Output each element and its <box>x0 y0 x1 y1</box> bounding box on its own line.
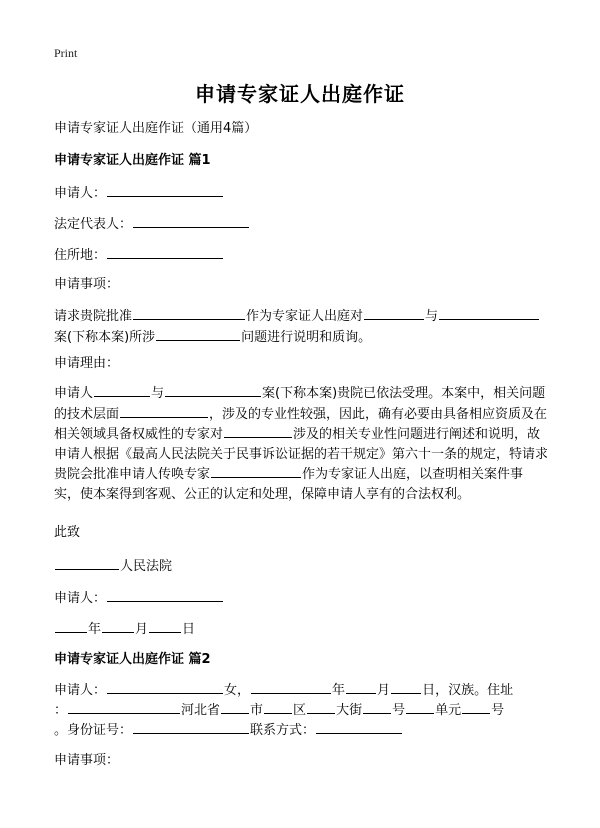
s2-district-label: 区 <box>293 703 307 718</box>
month-blank <box>102 619 134 633</box>
expert-name-blank <box>211 464 301 478</box>
address-label: 住所地： <box>54 248 107 263</box>
reason-label: 申请理由： <box>54 356 120 371</box>
s2-number-blank <box>363 700 391 714</box>
date-row <box>54 619 195 639</box>
s2-matters-label: 申请事项： <box>54 753 120 768</box>
s2-id-blank <box>133 720 249 734</box>
party-b-blank <box>439 306 539 320</box>
applicant-label: 申请人： <box>54 186 107 201</box>
print-label[interactable]: Print <box>54 46 78 60</box>
court-row <box>54 556 172 576</box>
s2-room-label: 号 <box>491 703 505 718</box>
s2-contact-label: 联系方式： <box>250 723 316 738</box>
address-blank <box>107 245 223 259</box>
month-label: 月 <box>135 622 149 637</box>
s2-addr-blank <box>68 700 180 714</box>
year-label: 年 <box>88 622 102 637</box>
s2-unit-blank <box>406 700 434 714</box>
technical-blank <box>120 404 208 418</box>
s2-id-label: 。身份证号： <box>54 723 133 738</box>
request-paragraph <box>54 306 548 347</box>
s2-colon: ： <box>54 703 68 718</box>
year-blank <box>55 619 87 633</box>
reason-text-5: 涉及的相关专业性问题进行阐述和说明，故申请人根据《最高人民法院关于民事诉讼证据的若干规定》第六十一条的规定，特请求贵院会批准申请人传唤专家 <box>54 427 549 482</box>
reason-text-2: 与 <box>151 386 165 401</box>
court-blank <box>55 556 119 570</box>
applicant-row <box>54 183 224 203</box>
request-text-1: 请求贵院批准 <box>54 309 133 324</box>
s2-street-label: 大街 <box>336 703 363 718</box>
s2-city-label: 市 <box>250 703 264 718</box>
s2-gender: 女， <box>224 683 251 698</box>
s2-district-blank <box>264 700 292 714</box>
expert-blank <box>133 306 245 320</box>
request-text-3: 与 <box>425 309 439 324</box>
day-label: 日 <box>182 622 196 637</box>
s2-province: 河北省 <box>181 703 221 718</box>
s2-contact-blank <box>316 720 402 734</box>
court-label: 人民法院 <box>120 559 173 574</box>
reason-text-3: 案(下称本案)贵院已依法受理。本案中，相关问题的技术层面 <box>54 386 546 422</box>
address-row <box>54 245 224 265</box>
reason-other-party-blank <box>165 383 261 397</box>
section-2-info <box>54 680 548 740</box>
reason-party-blank <box>94 383 150 397</box>
request-text-5: 问题进行说明和质询。 <box>241 329 372 345</box>
document-subtitle: 申请专家证人出庭作证（通用4篇） <box>54 121 258 136</box>
applicant-blank <box>107 183 223 197</box>
reason-text-1: 申请人 <box>54 386 94 401</box>
request-text-2: 作为专家证人出庭对 <box>246 309 364 324</box>
legal-rep-row <box>54 214 250 234</box>
s2-month-blank <box>346 680 376 694</box>
s2-day-blank <box>391 680 421 694</box>
s2-unit-label: 单元 <box>435 703 462 718</box>
s2-ethnicity-address: 日，汉族。住址 <box>422 683 514 698</box>
legal-rep-blank <box>133 214 249 228</box>
party-a-blank <box>364 306 424 320</box>
issue-blank <box>156 327 240 341</box>
reason-text-4: ，涉及的专业性较强，因此，确有必要由具备相应资质及在相关领域具备权威性的专家对 <box>54 406 548 442</box>
section-1-heading: 申请专家证人出庭作证 篇1 <box>54 153 211 168</box>
request-text-4: 案(下称本案)所涉 <box>54 329 156 345</box>
ci-zhi: 此致 <box>54 525 81 540</box>
s2-year-blank <box>251 680 331 694</box>
applicant2-blank <box>107 588 223 602</box>
applicant2-label: 申请人： <box>54 591 107 606</box>
s2-name-blank <box>107 680 223 694</box>
applicant2-row <box>54 588 224 608</box>
s2-room-blank <box>462 700 490 714</box>
legal-rep-label: 法定代表人： <box>54 217 133 232</box>
matters-label: 申请事项： <box>54 277 120 292</box>
s2-number-label: 号 <box>392 703 406 718</box>
day-blank <box>149 619 181 633</box>
reason-paragraph <box>54 383 548 504</box>
s2-city-blank <box>221 700 249 714</box>
s2-year-label: 年 <box>332 683 346 698</box>
s2-street-blank <box>307 700 335 714</box>
document-title: 申请专家证人出庭作证 <box>195 82 405 106</box>
section-2-heading: 申请专家证人出庭作证 篇2 <box>54 652 211 667</box>
s2-month-label: 月 <box>377 683 391 698</box>
reason-text-6: 作为专家证人出庭，以查明相关案件事实，使本案得到客观、公正的认定和处理，保障申请人享有的合法权利。 <box>54 467 524 502</box>
subject-blank <box>224 424 292 438</box>
s2-applicant-label: 申请人： <box>54 683 107 698</box>
